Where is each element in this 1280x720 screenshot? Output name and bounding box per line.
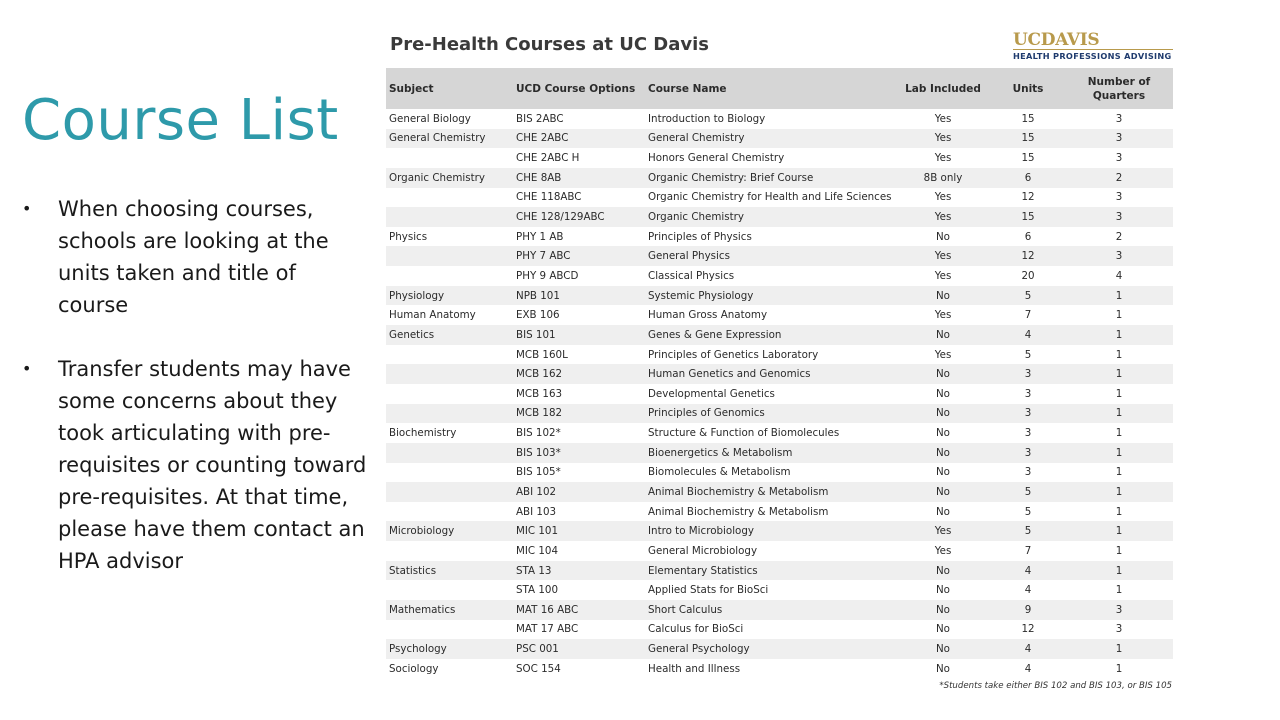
cell-course-option: PHY 9 ABCD — [513, 266, 645, 286]
cell-quarters: 1 — [1065, 482, 1173, 502]
cell-course-option: CHE 8AB — [513, 168, 645, 188]
cell-subject — [386, 541, 513, 561]
table-row — [386, 659, 1173, 679]
table-row — [386, 443, 1173, 463]
cell-lab: No — [895, 580, 991, 600]
cell-quarters: 3 — [1065, 246, 1173, 266]
table-row — [386, 168, 1173, 188]
cell-course-name: Honors General Chemistry — [645, 148, 895, 168]
table-row — [386, 345, 1173, 365]
cell-subject: General Biology — [386, 109, 513, 129]
table-row — [386, 541, 1173, 561]
cell-subject: Organic Chemistry — [386, 168, 513, 188]
cell-quarters: 3 — [1065, 207, 1173, 227]
cell-course-option: ABI 102 — [513, 482, 645, 502]
cell-quarters: 1 — [1065, 364, 1173, 384]
cell-units: 7 — [991, 541, 1065, 561]
cell-lab: No — [895, 639, 991, 659]
cell-course-name: Health and Illness — [645, 659, 895, 679]
cell-units: 3 — [991, 423, 1065, 443]
table-footnote: *Students take either BIS 102 and BIS 103, or BIS 105 — [939, 681, 1172, 691]
cell-course-option: BIS 103* — [513, 443, 645, 463]
cell-course-option: ABI 103 — [513, 502, 645, 522]
cell-course-name: Animal Biochemistry & Metabolism — [645, 502, 895, 522]
cell-course-name: Human Genetics and Genomics — [645, 364, 895, 384]
cell-course-name: Principles of Genetics Laboratory — [645, 345, 895, 365]
cell-quarters: 3 — [1065, 188, 1173, 208]
cell-course-name: Biomolecules & Metabolism — [645, 463, 895, 483]
cell-quarters: 1 — [1065, 286, 1173, 306]
cell-lab: No — [895, 463, 991, 483]
table-body — [386, 109, 1173, 679]
cell-lab: Yes — [895, 207, 991, 227]
cell-quarters: 1 — [1065, 580, 1173, 600]
cell-lab: No — [895, 325, 991, 345]
cell-subject — [386, 502, 513, 522]
table-row — [386, 266, 1173, 286]
cell-subject — [386, 364, 513, 384]
cell-subject: Microbiology — [386, 521, 513, 541]
cell-lab: No — [895, 620, 991, 640]
cell-quarters: 2 — [1065, 227, 1173, 247]
cell-units: 4 — [991, 325, 1065, 345]
cell-quarters: 1 — [1065, 541, 1173, 561]
cell-quarters: 1 — [1065, 404, 1173, 424]
table-row — [386, 521, 1173, 541]
cell-lab: No — [895, 561, 991, 581]
cell-course-option: MCB 163 — [513, 384, 645, 404]
cell-subject — [386, 246, 513, 266]
cell-units: 4 — [991, 580, 1065, 600]
cell-units: 5 — [991, 482, 1065, 502]
logo-uc: UC — [1013, 30, 1041, 50]
slide-title: Course List — [22, 88, 339, 153]
cell-course-name: Classical Physics — [645, 266, 895, 286]
header-subject: Subject — [386, 68, 513, 109]
cell-lab: Yes — [895, 266, 991, 286]
cell-course-option: MCB 160L — [513, 345, 645, 365]
cell-course-name: Animal Biochemistry & Metabolism — [645, 482, 895, 502]
cell-units: 6 — [991, 168, 1065, 188]
cell-quarters: 3 — [1065, 600, 1173, 620]
table-row — [386, 502, 1173, 522]
cell-subject: Statistics — [386, 561, 513, 581]
cell-units: 9 — [991, 600, 1065, 620]
cell-subject — [386, 443, 513, 463]
cell-course-option: CHE 128/129ABC — [513, 207, 645, 227]
cell-course-name: Elementary Statistics — [645, 561, 895, 581]
cell-units: 7 — [991, 305, 1065, 325]
cell-course-option: NPB 101 — [513, 286, 645, 306]
cell-units: 12 — [991, 188, 1065, 208]
table-row — [386, 561, 1173, 581]
cell-units: 6 — [991, 227, 1065, 247]
cell-quarters: 4 — [1065, 266, 1173, 286]
table-row — [386, 129, 1173, 149]
cell-course-option: PSC 001 — [513, 639, 645, 659]
cell-units: 12 — [991, 246, 1065, 266]
cell-course-option: STA 13 — [513, 561, 645, 581]
cell-course-name: General Chemistry — [645, 129, 895, 149]
cell-course-name: Bioenergetics & Metabolism — [645, 443, 895, 463]
cell-units: 5 — [991, 502, 1065, 522]
cell-course-option: MIC 101 — [513, 521, 645, 541]
cell-quarters: 1 — [1065, 561, 1173, 581]
header-lab-included: Lab Included — [895, 68, 991, 109]
cell-lab: Yes — [895, 521, 991, 541]
cell-quarters: 1 — [1065, 463, 1173, 483]
cell-course-name: Human Gross Anatomy — [645, 305, 895, 325]
table-row — [386, 463, 1173, 483]
cell-units: 20 — [991, 266, 1065, 286]
cell-course-name: Introduction to Biology — [645, 109, 895, 129]
cell-course-name: Principles of Physics — [645, 227, 895, 247]
cell-lab: No — [895, 423, 991, 443]
cell-course-option: EXB 106 — [513, 305, 645, 325]
cell-units: 15 — [991, 129, 1065, 149]
cell-lab: No — [895, 227, 991, 247]
cell-course-option: STA 100 — [513, 580, 645, 600]
cell-subject — [386, 266, 513, 286]
cell-course-option: CHE 2ABC — [513, 129, 645, 149]
table-row — [386, 286, 1173, 306]
cell-course-option: BIS 2ABC — [513, 109, 645, 129]
cell-course-option: PHY 1 AB — [513, 227, 645, 247]
cell-quarters: 3 — [1065, 129, 1173, 149]
cell-lab: No — [895, 502, 991, 522]
cell-quarters: 1 — [1065, 659, 1173, 679]
table-row — [386, 246, 1173, 266]
cell-subject — [386, 482, 513, 502]
cell-course-option: BIS 101 — [513, 325, 645, 345]
cell-subject: Biochemistry — [386, 423, 513, 443]
cell-subject: Physics — [386, 227, 513, 247]
cell-subject — [386, 620, 513, 640]
cell-subject: Physiology — [386, 286, 513, 306]
cell-lab: Yes — [895, 148, 991, 168]
table-row — [386, 580, 1173, 600]
cell-course-name: General Psychology — [645, 639, 895, 659]
cell-subject — [386, 463, 513, 483]
cell-course-name: Structure & Function of Biomolecules — [645, 423, 895, 443]
cell-course-option: PHY 7 ABC — [513, 246, 645, 266]
cell-units: 5 — [991, 521, 1065, 541]
cell-course-name: General Microbiology — [645, 541, 895, 561]
header-course-name: Course Name — [645, 68, 895, 109]
bullet-item: • When choosing courses, schools are looking at the units taken and title of course — [22, 193, 367, 321]
table-row — [386, 423, 1173, 443]
logo-subtitle: HEALTH PROFESSIONS ADVISING — [1013, 51, 1172, 61]
cell-course-option: SOC 154 — [513, 659, 645, 679]
cell-course-option: CHE 118ABC — [513, 188, 645, 208]
cell-lab: No — [895, 286, 991, 306]
table-row — [386, 384, 1173, 404]
cell-subject — [386, 148, 513, 168]
header-units: Units — [991, 68, 1065, 109]
cell-course-name: Calculus for BioSci — [645, 620, 895, 640]
cell-units: 15 — [991, 109, 1065, 129]
cell-lab: Yes — [895, 541, 991, 561]
cell-units: 3 — [991, 443, 1065, 463]
cell-course-option: MCB 162 — [513, 364, 645, 384]
cell-units: 4 — [991, 639, 1065, 659]
cell-lab: No — [895, 404, 991, 424]
cell-course-option: MAT 16 ABC — [513, 600, 645, 620]
cell-lab: Yes — [895, 129, 991, 149]
cell-subject — [386, 384, 513, 404]
cell-lab: 8B only — [895, 168, 991, 188]
cell-course-name: Developmental Genetics — [645, 384, 895, 404]
table-row — [386, 227, 1173, 247]
cell-course-option: BIS 105* — [513, 463, 645, 483]
cell-quarters: 3 — [1065, 109, 1173, 129]
cell-units: 3 — [991, 384, 1065, 404]
cell-course-option: BIS 102* — [513, 423, 645, 443]
cell-units: 5 — [991, 286, 1065, 306]
cell-units: 5 — [991, 345, 1065, 365]
cell-lab: Yes — [895, 109, 991, 129]
cell-quarters: 1 — [1065, 639, 1173, 659]
cell-quarters: 1 — [1065, 502, 1173, 522]
header-quarters: Number of Quarters — [1065, 68, 1173, 109]
cell-units: 12 — [991, 620, 1065, 640]
document-title: Pre-Health Courses at UC Davis — [390, 34, 710, 55]
cell-subject: Genetics — [386, 325, 513, 345]
cell-course-name: Principles of Genomics — [645, 404, 895, 424]
cell-lab: Yes — [895, 188, 991, 208]
table-header-row — [386, 68, 1173, 109]
cell-course-name: Applied Stats for BioSci — [645, 580, 895, 600]
cell-quarters: 3 — [1065, 148, 1173, 168]
cell-subject: Human Anatomy — [386, 305, 513, 325]
cell-subject: General Chemistry — [386, 129, 513, 149]
cell-subject — [386, 404, 513, 424]
cell-subject: Mathematics — [386, 600, 513, 620]
table-row — [386, 109, 1173, 129]
cell-units: 4 — [991, 561, 1065, 581]
cell-lab: No — [895, 600, 991, 620]
table-row — [386, 325, 1173, 345]
cell-subject: Psychology — [386, 639, 513, 659]
cell-subject — [386, 580, 513, 600]
cell-lab: No — [895, 384, 991, 404]
cell-units: 15 — [991, 148, 1065, 168]
cell-lab: Yes — [895, 305, 991, 325]
course-table — [386, 68, 1173, 679]
cell-quarters: 2 — [1065, 168, 1173, 188]
table-row — [386, 188, 1173, 208]
cell-lab: No — [895, 659, 991, 679]
cell-quarters: 1 — [1065, 305, 1173, 325]
cell-units: 3 — [991, 404, 1065, 424]
cell-course-name: General Physics — [645, 246, 895, 266]
cell-lab: No — [895, 482, 991, 502]
bullet-item: • Transfer students may have some concerns about they took articulating with pre-requisites or counting toward pre-requisites. At that time, please have them contact an HPA advisor — [22, 353, 367, 577]
cell-quarters: 1 — [1065, 325, 1173, 345]
logo-davis: DAVIS — [1040, 30, 1100, 50]
cell-subject — [386, 188, 513, 208]
cell-units: 15 — [991, 207, 1065, 227]
cell-units: 4 — [991, 659, 1065, 679]
cell-course-name: Organic Chemistry: Brief Course — [645, 168, 895, 188]
cell-course-name: Genes & Gene Expression — [645, 325, 895, 345]
bullet-list — [22, 193, 367, 577]
table-row — [386, 364, 1173, 384]
table-row — [386, 639, 1173, 659]
cell-course-option: CHE 2ABC H — [513, 148, 645, 168]
cell-quarters: 1 — [1065, 423, 1173, 443]
table-row — [386, 404, 1173, 424]
cell-quarters: 1 — [1065, 521, 1173, 541]
header-course-options: UCD Course Options — [513, 68, 645, 109]
table-row — [386, 620, 1173, 640]
table-row — [386, 207, 1173, 227]
table-row — [386, 482, 1173, 502]
cell-quarters: 3 — [1065, 620, 1173, 640]
table-row — [386, 148, 1173, 168]
cell-units: 3 — [991, 463, 1065, 483]
cell-subject — [386, 207, 513, 227]
cell-quarters: 1 — [1065, 443, 1173, 463]
cell-subject — [386, 345, 513, 365]
table-row — [386, 600, 1173, 620]
cell-quarters: 1 — [1065, 345, 1173, 365]
cell-course-name: Organic Chemistry for Health and Life Sciences — [645, 188, 895, 208]
cell-subject: Sociology — [386, 659, 513, 679]
cell-lab: Yes — [895, 246, 991, 266]
table-row — [386, 305, 1173, 325]
cell-lab: No — [895, 364, 991, 384]
cell-course-name: Systemic Physiology — [645, 286, 895, 306]
cell-course-name: Short Calculus — [645, 600, 895, 620]
cell-units: 3 — [991, 364, 1065, 384]
cell-course-name: Intro to Microbiology — [645, 521, 895, 541]
cell-course-option: MAT 17 ABC — [513, 620, 645, 640]
cell-course-option: MIC 104 — [513, 541, 645, 561]
cell-quarters: 1 — [1065, 384, 1173, 404]
cell-lab: Yes — [895, 345, 991, 365]
ucdavis-logo — [1013, 30, 1173, 61]
cell-course-option: MCB 182 — [513, 404, 645, 424]
cell-lab: No — [895, 443, 991, 463]
cell-course-name: Organic Chemistry — [645, 207, 895, 227]
